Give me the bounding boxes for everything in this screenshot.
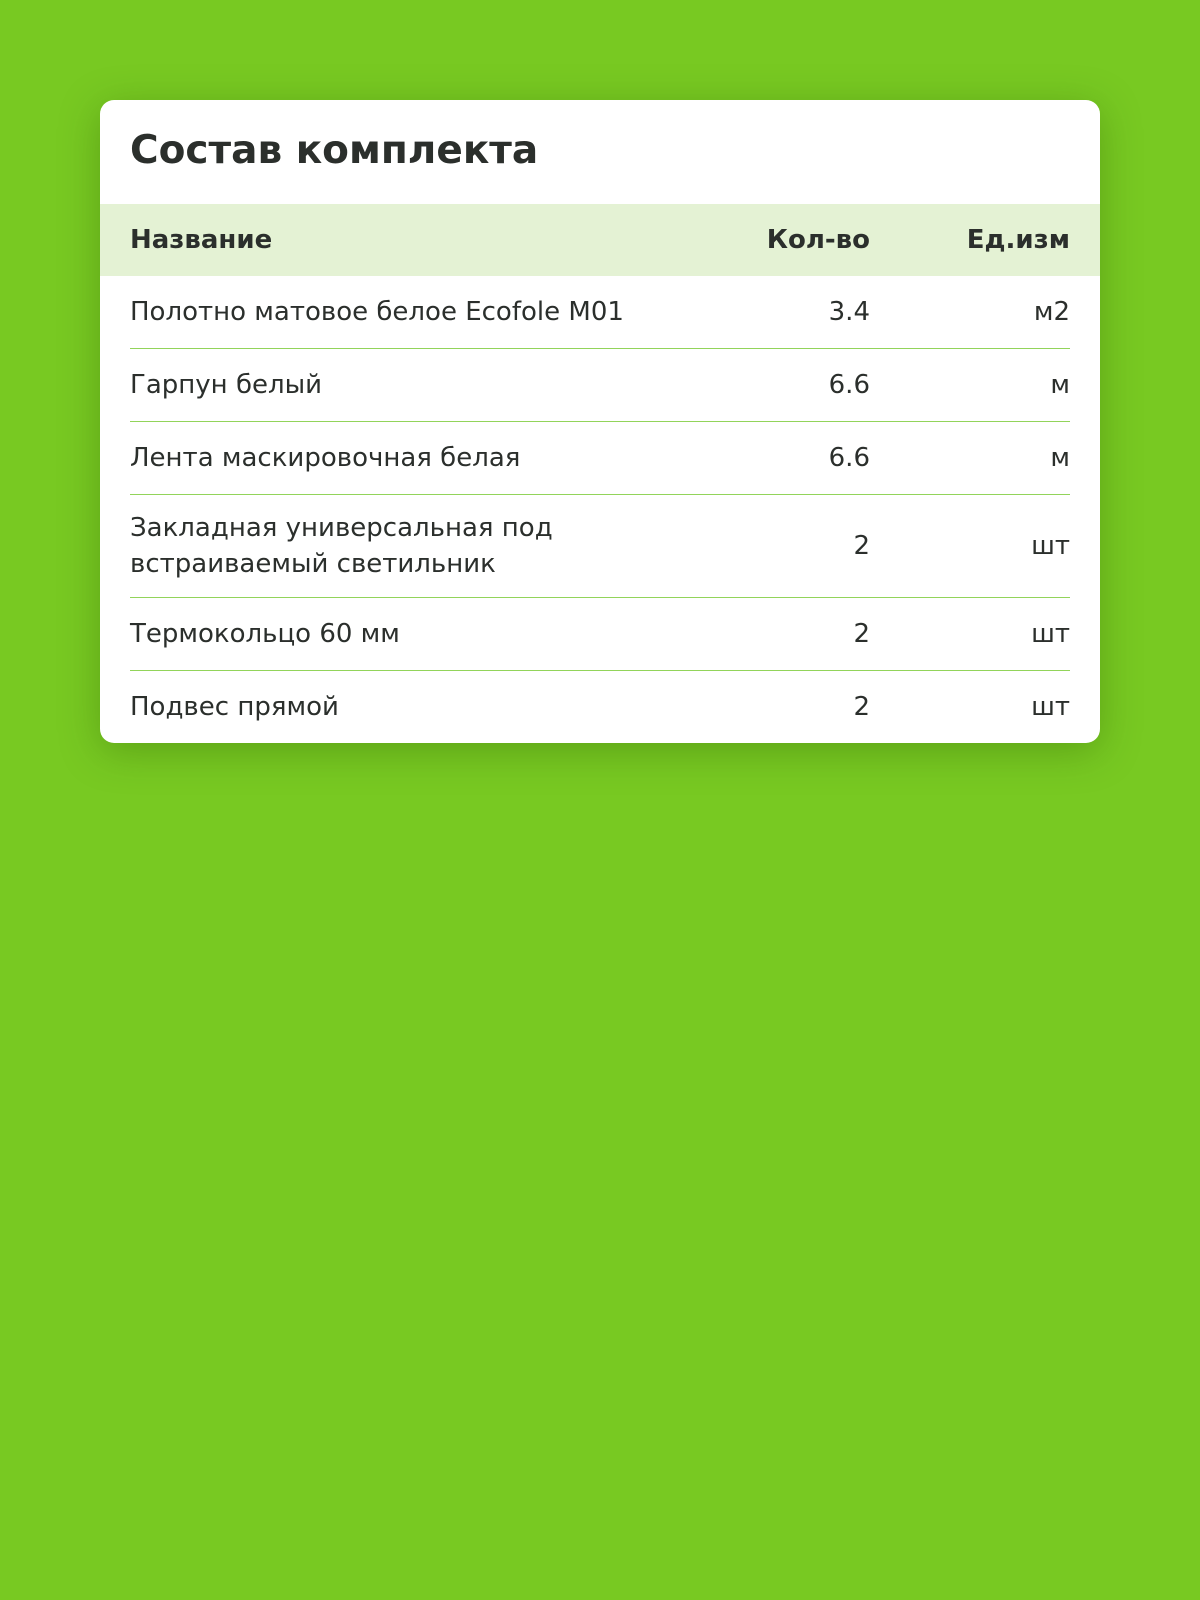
- column-header-unit: Ед.изм: [966, 225, 1070, 255]
- item-name: Закладная универсальная под встраиваемый светильник: [130, 513, 553, 579]
- item-qty: 3.4: [828, 297, 870, 327]
- table-row: [100, 671, 1100, 743]
- table-body: [100, 276, 1100, 743]
- item-name: Гарпун белый: [130, 370, 323, 400]
- table-header-row: [100, 204, 1100, 276]
- column-header-qty: Кол-во: [766, 225, 870, 255]
- table-row: [100, 349, 1100, 421]
- item-qty: 2: [853, 619, 870, 649]
- item-unit: м: [1050, 370, 1070, 400]
- item-qty: 2: [853, 531, 870, 561]
- table-row: [100, 276, 1100, 348]
- item-qty: 6.6: [828, 370, 870, 400]
- item-qty: 2: [853, 692, 870, 722]
- item-unit: м2: [1033, 297, 1070, 327]
- item-unit: шт: [1031, 531, 1070, 561]
- kit-contents-card: [100, 100, 1100, 743]
- item-name: Термокольцо 60 мм: [130, 619, 400, 649]
- card-title: Состав комплекта: [130, 128, 539, 173]
- kit-contents-table: [100, 204, 1100, 743]
- item-unit: шт: [1031, 619, 1070, 649]
- item-name: Лента маскировочная белая: [130, 443, 521, 473]
- table-row: [100, 598, 1100, 670]
- table-header: [100, 204, 1100, 276]
- item-name: Полотно матовое белое Ecofole M01: [130, 297, 624, 327]
- table-row: [100, 495, 1100, 597]
- item-unit: шт: [1031, 692, 1070, 722]
- item-qty: 6.6: [828, 443, 870, 473]
- item-unit: м: [1050, 443, 1070, 473]
- table-row: [100, 422, 1100, 494]
- column-header-name: Название: [130, 225, 273, 255]
- item-name: Подвес прямой: [130, 692, 339, 722]
